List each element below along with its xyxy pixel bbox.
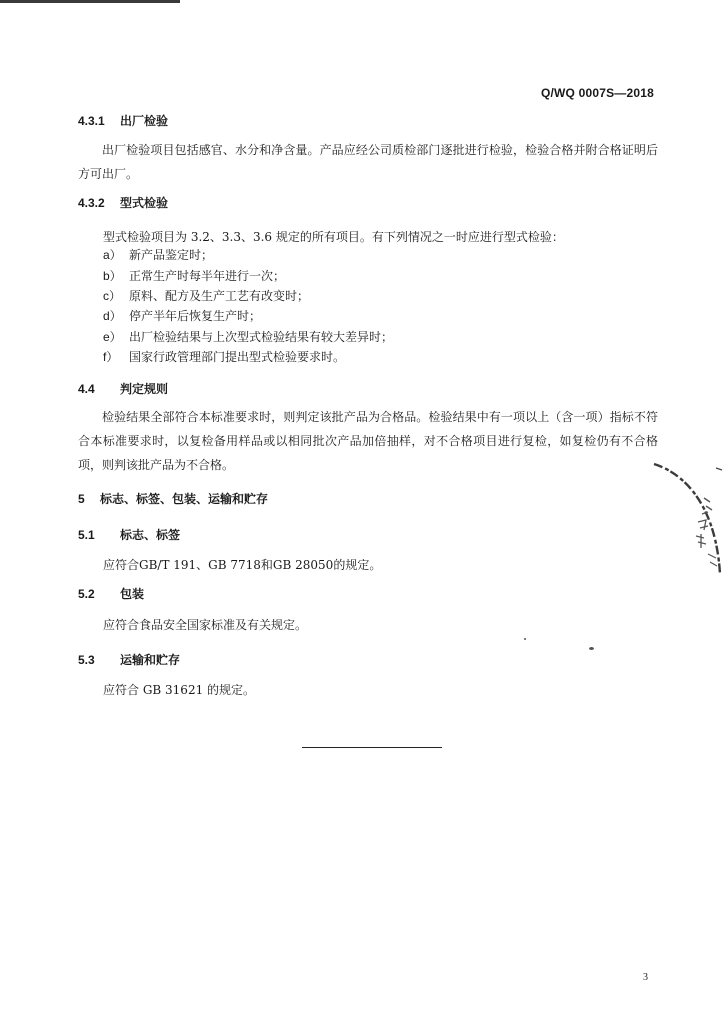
heading-number: 4.3.2 bbox=[78, 196, 105, 210]
paragraph-5-2: 应符合食品安全国家标准及有关规定。 bbox=[103, 618, 308, 632]
list-marker: b） bbox=[103, 269, 122, 283]
list-item bbox=[103, 328, 393, 345]
list-item bbox=[103, 307, 261, 324]
end-rule bbox=[302, 747, 442, 748]
list-text: 出厂检验结果与上次型式检验结果有较大差异时； bbox=[129, 330, 394, 344]
heading-5-1 bbox=[78, 526, 180, 543]
paragraph-4-3-1: 出厂检验项目包括感官、水分和净含量。产品应经公司质检部门逐批进行检验，检验合格并附合格证明后方可出厂。 bbox=[78, 143, 658, 181]
list-item bbox=[103, 246, 213, 263]
heading-number: 5 bbox=[78, 492, 85, 506]
list-item bbox=[103, 287, 309, 304]
paragraph-5-1: 应符合GB/T 191、GB 7718和GB 28050的规定。 bbox=[103, 558, 382, 572]
page-number: 3 bbox=[643, 972, 648, 983]
heading-number: 5.1 bbox=[78, 528, 95, 542]
scan-speck bbox=[589, 647, 594, 650]
heading-4-3-1 bbox=[78, 112, 168, 129]
heading-number: 5.2 bbox=[78, 587, 95, 601]
heading-title: 出厂检验 bbox=[120, 114, 169, 128]
paragraph-5-3: 应符合 GB 31621 的规定。 bbox=[103, 683, 256, 697]
heading-title: 判定规则 bbox=[120, 382, 169, 396]
heading-title: 标志、标签 bbox=[120, 528, 181, 542]
list-marker: f） bbox=[103, 350, 119, 364]
heading-number: 5.3 bbox=[78, 653, 95, 667]
list-item bbox=[103, 348, 345, 365]
list-marker: a） bbox=[103, 248, 122, 262]
heading-number: 4.3.1 bbox=[78, 114, 105, 128]
standard-code: Q/WQ 0007S—2018 bbox=[540, 86, 654, 100]
list-text: 停产半年后恢复生产时； bbox=[129, 309, 262, 323]
list-text: 新产品鉴定时； bbox=[129, 248, 214, 262]
scan-speck bbox=[524, 638, 526, 640]
heading-title: 包装 bbox=[120, 587, 145, 601]
heading-title: 运输和贮存 bbox=[120, 653, 181, 667]
list-text: 原料、配方及生产工艺有改变时； bbox=[129, 289, 310, 303]
paragraph-4-4: 检验结果全部符合本标准要求时，则判定该批产品为合格品。检验结果中有一项以上（含一项）指标不符合本标准要求时，以复检备用样品或以相同批次产品加倍抽样，对不合格项目进行复检，如复检仍有不合格项，则判该批产品为不合格。 bbox=[78, 410, 658, 472]
scan-edge-mark bbox=[0, 0, 180, 3]
heading-5-2 bbox=[78, 585, 144, 602]
list-text: 国家行政管理部门提出型式检验要求时。 bbox=[129, 350, 346, 364]
list-marker: d） bbox=[103, 309, 122, 323]
heading-number: 4.4 bbox=[78, 382, 95, 396]
seal-stamp-partial bbox=[646, 462, 728, 577]
heading-4-3-2 bbox=[78, 194, 168, 211]
list-item bbox=[103, 267, 285, 284]
heading-5 bbox=[78, 490, 268, 507]
list-text: 正常生产时每半年进行一次； bbox=[129, 269, 286, 283]
heading-title: 标志、标签、包装、运输和贮存 bbox=[100, 492, 269, 506]
paragraph-4-3-2-intro: 型式检验项目为 3.2、3.3、3.6 规定的所有项目。有下列情况之一时应进行型式检验： bbox=[103, 230, 564, 244]
list-marker: c） bbox=[103, 289, 122, 303]
heading-5-3 bbox=[78, 651, 180, 668]
heading-4-4 bbox=[78, 380, 168, 397]
heading-title: 型式检验 bbox=[120, 196, 169, 210]
list-marker: e） bbox=[103, 330, 122, 344]
